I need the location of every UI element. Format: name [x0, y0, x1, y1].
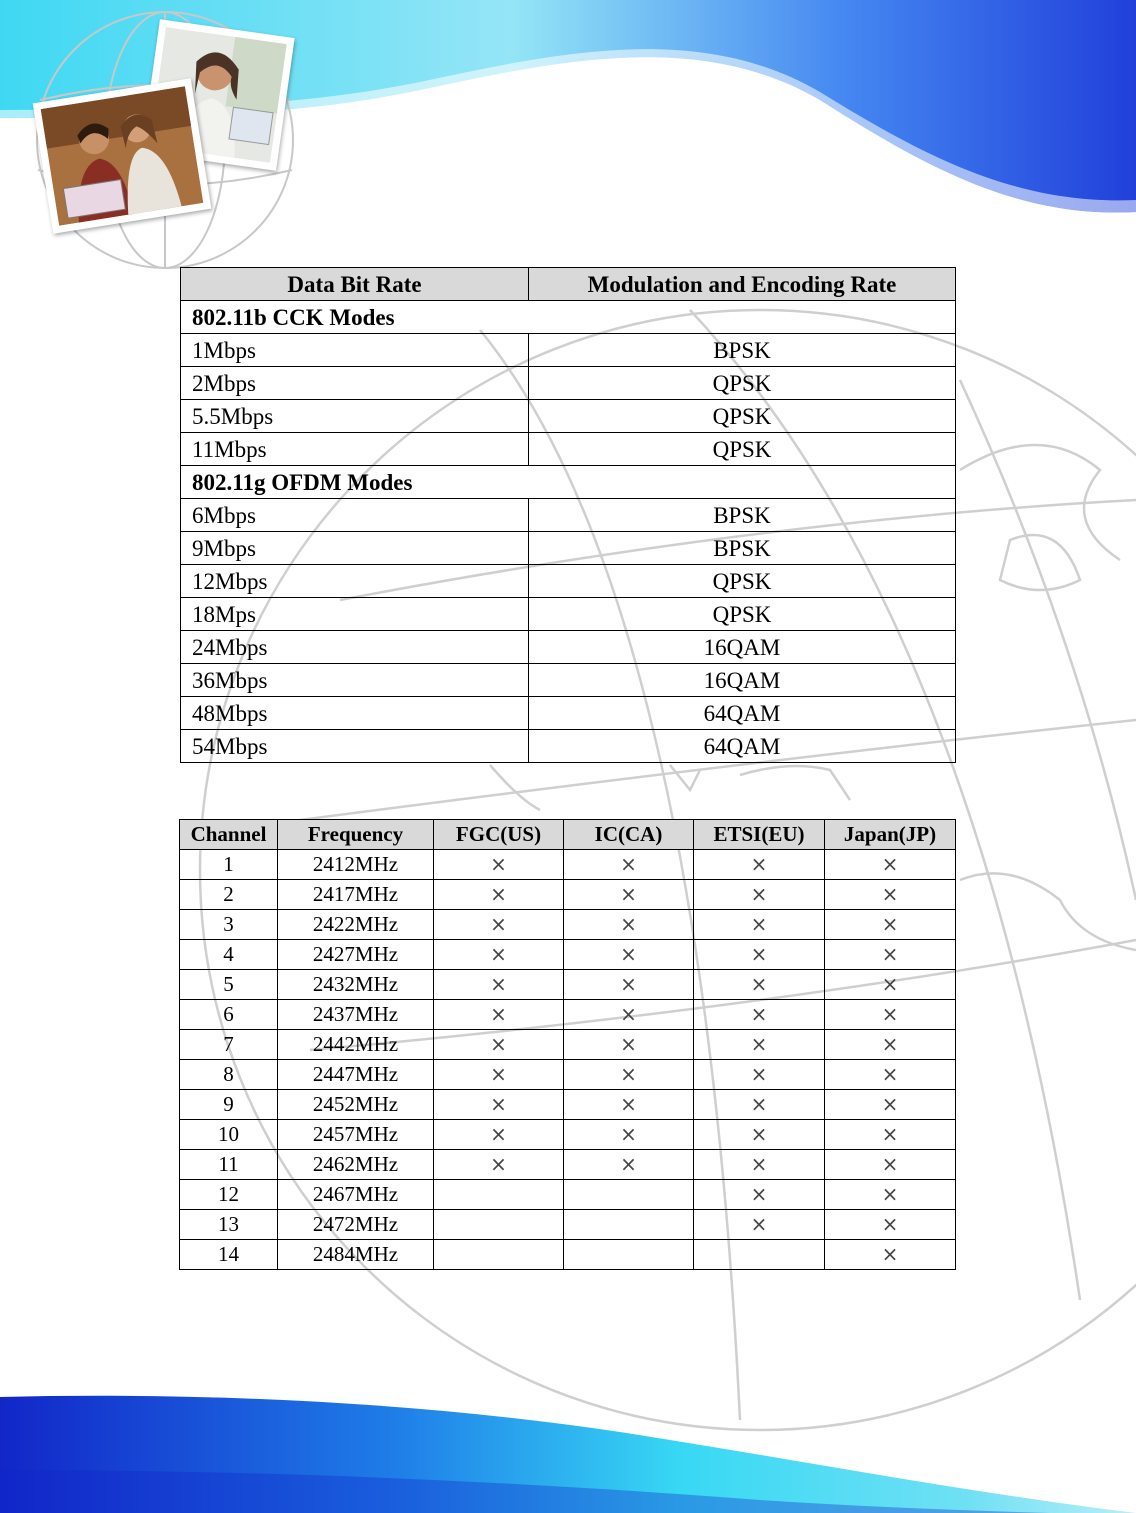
table-row	[180, 970, 956, 1000]
table-row	[180, 1240, 956, 1270]
channel-cell: 2	[180, 880, 278, 910]
availability-cell-ic-ca	[564, 880, 694, 910]
channel-supported-mark: ×	[881, 1152, 899, 1176]
availability-cell-japan-jp	[825, 910, 956, 940]
availability-cell-etsi-eu	[694, 1180, 825, 1210]
channel-supported-mark: ×	[620, 912, 637, 936]
channel-supported-mark: ×	[490, 882, 507, 906]
availability-cell-fgc-us	[434, 1240, 564, 1270]
availability-cell-etsi-eu	[694, 1120, 825, 1150]
availability-cell-ic-ca	[564, 910, 694, 940]
channel-supported-mark: ×	[881, 1032, 899, 1056]
header-japan-jp: Japan(JP)	[825, 820, 956, 850]
availability-cell-etsi-eu	[694, 1090, 825, 1120]
modulation-cell: 16QAM	[529, 631, 956, 664]
channel-cell: 7	[180, 1030, 278, 1060]
channel-table-header-row	[180, 820, 956, 850]
availability-cell-japan-jp	[825, 1180, 956, 1210]
modulation-cell: 64QAM	[529, 730, 956, 763]
table-row	[181, 367, 956, 400]
availability-cell-japan-jp	[825, 1090, 956, 1120]
availability-cell-fgc-us	[434, 850, 564, 880]
channel-supported-mark: ×	[620, 852, 637, 876]
channel-supported-mark: ×	[750, 1062, 768, 1086]
modulation-cell: QPSK	[529, 565, 956, 598]
channel-supported-mark: ×	[750, 1032, 768, 1056]
availability-cell-fgc-us	[434, 880, 564, 910]
frequency-cell: 2412MHz	[278, 850, 434, 880]
channel-cell: 3	[180, 910, 278, 940]
channel-supported-mark: ×	[620, 1062, 637, 1086]
table-row	[180, 1090, 956, 1120]
modulation-cell: BPSK	[529, 532, 956, 565]
table-row	[181, 631, 956, 664]
table-row	[180, 910, 956, 940]
table-row	[181, 499, 956, 532]
availability-cell-fgc-us	[434, 1030, 564, 1060]
channel-supported-mark: ×	[750, 852, 768, 876]
availability-cell-etsi-eu	[694, 1000, 825, 1030]
channel-supported-mark: ×	[881, 852, 899, 876]
channel-supported-mark: ×	[490, 852, 507, 876]
availability-cell-ic-ca	[564, 970, 694, 1000]
availability-cell-ic-ca	[564, 1090, 694, 1120]
availability-cell-ic-ca	[564, 1150, 694, 1180]
table-row	[181, 697, 956, 730]
frequency-cell: 2457MHz	[278, 1120, 434, 1150]
table-row	[181, 565, 956, 598]
availability-cell-japan-jp	[825, 880, 956, 910]
channel-supported-mark: ×	[620, 1122, 637, 1146]
modulation-cell: QPSK	[529, 367, 956, 400]
channel-supported-mark: ×	[750, 1182, 768, 1206]
availability-cell-etsi-eu	[694, 1240, 825, 1270]
section-title-cck: 802.11b CCK Modes	[181, 301, 956, 334]
channel-supported-mark: ×	[490, 912, 507, 936]
header-etsi-eu: ETSI(EU)	[694, 820, 825, 850]
availability-cell-ic-ca	[564, 1180, 694, 1210]
frequency-cell: 2422MHz	[278, 910, 434, 940]
frequency-cell: 2437MHz	[278, 1000, 434, 1030]
channel-cell: 1	[180, 850, 278, 880]
channel-supported-mark: ×	[750, 1152, 768, 1176]
channel-supported-mark: ×	[620, 972, 637, 996]
modulation-cell: QPSK	[529, 598, 956, 631]
data-rate-cell: 18Mps	[181, 598, 529, 631]
header-frequency: Frequency	[278, 820, 434, 850]
frequency-cell: 2432MHz	[278, 970, 434, 1000]
channel-cell: 14	[180, 1240, 278, 1270]
frequency-cell: 2427MHz	[278, 940, 434, 970]
frequency-cell: 2452MHz	[278, 1090, 434, 1120]
rate-table-header-row	[181, 268, 956, 301]
data-rate-cell: 48Mbps	[181, 697, 529, 730]
modulation-cell: 64QAM	[529, 697, 956, 730]
availability-cell-japan-jp	[825, 1150, 956, 1180]
header-ic-ca: IC(CA)	[564, 820, 694, 850]
channel-supported-mark: ×	[490, 942, 507, 966]
availability-cell-japan-jp	[825, 1240, 956, 1270]
section-title-ofdm: 802.11g OFDM Modes	[181, 466, 956, 499]
data-rate-cell: 24Mbps	[181, 631, 529, 664]
availability-cell-fgc-us	[434, 970, 564, 1000]
frequency-cell: 2442MHz	[278, 1030, 434, 1060]
availability-cell-ic-ca	[564, 1240, 694, 1270]
channel-supported-mark: ×	[620, 1002, 637, 1026]
section-row-ofdm	[181, 466, 956, 499]
table-row	[180, 880, 956, 910]
channel-supported-mark: ×	[490, 1032, 507, 1056]
availability-cell-japan-jp	[825, 1030, 956, 1060]
channel-supported-mark: ×	[620, 942, 637, 966]
table-row	[180, 1180, 956, 1210]
data-rate-cell: 54Mbps	[181, 730, 529, 763]
data-rate-cell: 6Mbps	[181, 499, 529, 532]
channel-supported-mark: ×	[881, 882, 899, 906]
data-rate-cell: 5.5Mbps	[181, 400, 529, 433]
channel-supported-mark: ×	[490, 1062, 507, 1086]
availability-cell-etsi-eu	[694, 970, 825, 1000]
availability-cell-japan-jp	[825, 1210, 956, 1240]
availability-cell-ic-ca	[564, 1000, 694, 1030]
channel-supported-mark: ×	[620, 1152, 637, 1176]
availability-cell-fgc-us	[434, 1090, 564, 1120]
availability-cell-japan-jp	[825, 1060, 956, 1090]
channel-supported-mark: ×	[750, 1092, 768, 1116]
table-row	[181, 433, 956, 466]
table-row	[180, 1030, 956, 1060]
availability-cell-etsi-eu	[694, 1210, 825, 1240]
frequency-cell: 2484MHz	[278, 1240, 434, 1270]
availability-cell-japan-jp	[825, 970, 956, 1000]
channel-supported-mark: ×	[750, 1212, 768, 1236]
channel-cell: 12	[180, 1180, 278, 1210]
channel-cell: 4	[180, 940, 278, 970]
channel-supported-mark: ×	[750, 942, 768, 966]
table-row	[181, 730, 956, 763]
channel-supported-mark: ×	[881, 942, 899, 966]
channel-supported-mark: ×	[620, 1092, 637, 1116]
channel-supported-mark: ×	[881, 1122, 899, 1146]
availability-cell-fgc-us	[434, 1000, 564, 1030]
channel-supported-mark: ×	[750, 882, 768, 906]
channel-cell: 11	[180, 1150, 278, 1180]
channel-supported-mark: ×	[881, 1242, 899, 1266]
data-rate-cell: 36Mbps	[181, 664, 529, 697]
channel-supported-mark: ×	[750, 1002, 768, 1026]
availability-cell-fgc-us	[434, 940, 564, 970]
availability-cell-japan-jp	[825, 1120, 956, 1150]
frequency-cell: 2467MHz	[278, 1180, 434, 1210]
channel-supported-mark: ×	[490, 1002, 507, 1026]
channel-supported-mark: ×	[881, 1212, 899, 1236]
table-row	[181, 598, 956, 631]
availability-cell-etsi-eu	[694, 880, 825, 910]
data-rate-cell: 12Mbps	[181, 565, 529, 598]
table-row	[181, 532, 956, 565]
table-row	[181, 400, 956, 433]
table-row	[180, 1120, 956, 1150]
frequency-cell: 2462MHz	[278, 1150, 434, 1180]
header-modulation-encoding-rate: Modulation and Encoding Rate	[529, 268, 956, 301]
table-row	[181, 334, 956, 367]
data-rate-cell: 11Mbps	[181, 433, 529, 466]
channel-cell: 10	[180, 1120, 278, 1150]
availability-cell-japan-jp	[825, 940, 956, 970]
channel-supported-mark: ×	[881, 912, 899, 936]
table-row	[180, 1210, 956, 1240]
channel-cell: 6	[180, 1000, 278, 1030]
channel-supported-mark: ×	[620, 882, 637, 906]
section-row-cck	[181, 301, 956, 334]
channel-supported-mark: ×	[881, 1182, 899, 1206]
availability-cell-ic-ca	[564, 1210, 694, 1240]
table-row	[180, 1060, 956, 1090]
availability-cell-fgc-us	[434, 1120, 564, 1150]
frequency-cell: 2417MHz	[278, 880, 434, 910]
availability-cell-japan-jp	[825, 850, 956, 880]
channel-cell: 9	[180, 1090, 278, 1120]
data-rate-cell: 2Mbps	[181, 367, 529, 400]
channel-supported-mark: ×	[490, 1122, 507, 1146]
availability-cell-ic-ca	[564, 1120, 694, 1150]
header-data-bit-rate: Data Bit Rate	[181, 268, 529, 301]
channel-cell: 13	[180, 1210, 278, 1240]
channel-cell: 8	[180, 1060, 278, 1090]
header-channel: Channel	[180, 820, 278, 850]
availability-cell-fgc-us	[434, 1210, 564, 1240]
table-row	[181, 664, 956, 697]
availability-cell-etsi-eu	[694, 850, 825, 880]
channel-supported-mark: ×	[620, 1032, 637, 1056]
channel-supported-mark: ×	[490, 1092, 507, 1116]
availability-cell-etsi-eu	[694, 1030, 825, 1060]
availability-cell-etsi-eu	[694, 1060, 825, 1090]
table-row	[180, 1000, 956, 1030]
availability-cell-japan-jp	[825, 1000, 956, 1030]
modulation-cell: QPSK	[529, 433, 956, 466]
data-rate-cell: 1Mbps	[181, 334, 529, 367]
availability-cell-ic-ca	[564, 850, 694, 880]
availability-cell-fgc-us	[434, 910, 564, 940]
table-row	[180, 940, 956, 970]
header-fgc-us: FGC(US)	[434, 820, 564, 850]
modulation-cell: 16QAM	[529, 664, 956, 697]
availability-cell-fgc-us	[434, 1180, 564, 1210]
channel-cell: 5	[180, 970, 278, 1000]
availability-cell-ic-ca	[564, 1060, 694, 1090]
table-row	[180, 1150, 956, 1180]
frequency-cell: 2472MHz	[278, 1210, 434, 1240]
channel-supported-mark: ×	[750, 912, 768, 936]
photo-couple-laptop	[33, 78, 212, 233]
channel-frequency-table	[179, 819, 956, 1270]
modulation-cell: BPSK	[529, 499, 956, 532]
availability-cell-fgc-us	[434, 1150, 564, 1180]
channel-supported-mark: ×	[881, 1002, 899, 1026]
channel-supported-mark: ×	[750, 1122, 768, 1146]
channel-table-body	[180, 850, 956, 1270]
channel-supported-mark: ×	[490, 972, 507, 996]
availability-cell-etsi-eu	[694, 1150, 825, 1180]
availability-cell-ic-ca	[564, 940, 694, 970]
modulation-cell: QPSK	[529, 400, 956, 433]
availability-cell-etsi-eu	[694, 910, 825, 940]
frequency-cell: 2447MHz	[278, 1060, 434, 1090]
availability-cell-etsi-eu	[694, 940, 825, 970]
channel-supported-mark: ×	[490, 1152, 507, 1176]
channel-supported-mark: ×	[881, 972, 899, 996]
photo-couple-laptop-image	[41, 86, 204, 225]
modulation-cell: BPSK	[529, 334, 956, 367]
channel-supported-mark: ×	[750, 972, 768, 996]
availability-cell-fgc-us	[434, 1060, 564, 1090]
channel-supported-mark: ×	[881, 1062, 899, 1086]
data-rate-cell: 9Mbps	[181, 532, 529, 565]
table-row	[180, 850, 956, 880]
data-rate-modulation-table	[180, 267, 956, 763]
channel-supported-mark: ×	[881, 1092, 899, 1116]
availability-cell-ic-ca	[564, 1030, 694, 1060]
